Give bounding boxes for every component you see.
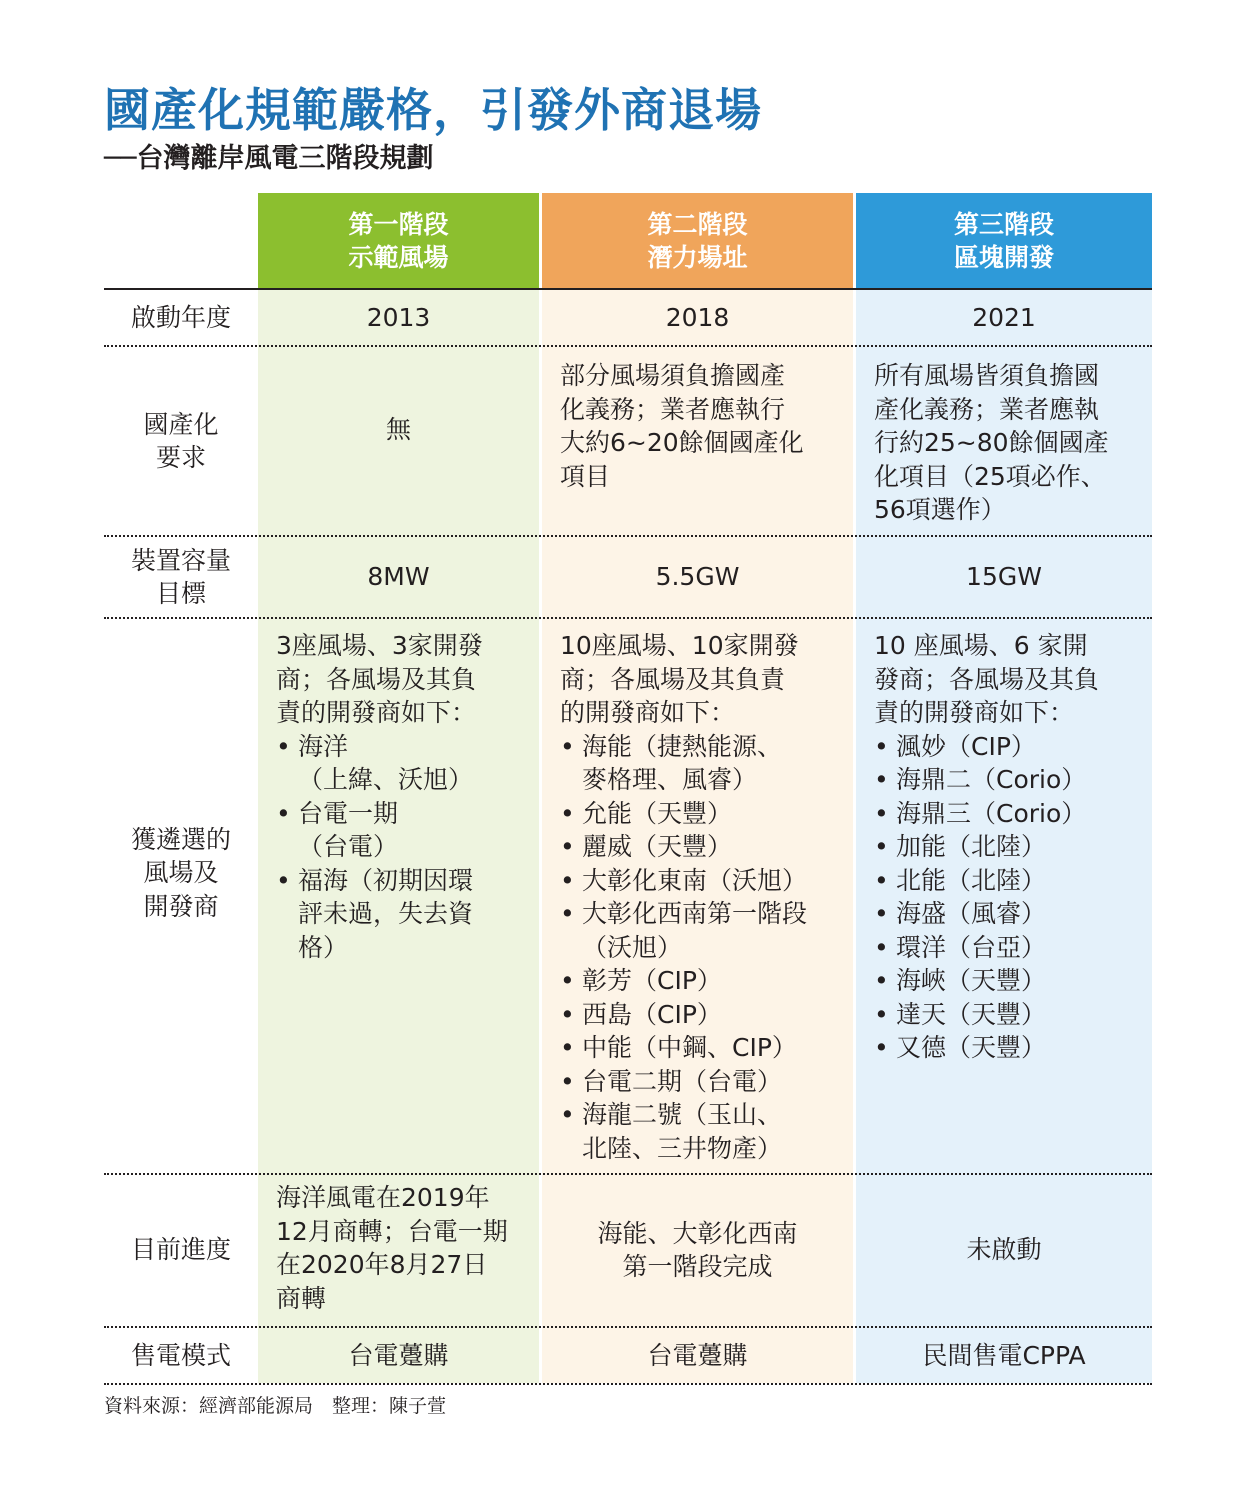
- developer-list-item: • 允能（天豐）: [560, 797, 853, 831]
- sales-phase1: 台電躉購: [348, 1340, 449, 1370]
- progress-phase3: 未啟動: [966, 1235, 1042, 1265]
- developer-list-item: • 海能（捷熱能源、 麥格理、風睿）: [560, 730, 853, 797]
- developer-list-item: • 西島（CIP）: [560, 998, 853, 1032]
- developer-list-item: • 中能（中鋼、CIP）: [560, 1031, 853, 1065]
- developer-list-item: • 渢妙（CIP）: [874, 730, 1152, 764]
- selected-phase2-list: [560, 730, 853, 1166]
- row-label-localization: 國產化 要求: [143, 409, 219, 472]
- developer-list-item: • 福海（初期因環 評未過，失去資 格）: [276, 864, 539, 965]
- row-divider: [104, 617, 1152, 619]
- localization-phase3: 所有風場皆須負擔國 產化義務；業者應執 行約25~80餘個國產 化項目（25項必作、 56項選作）: [874, 361, 1109, 524]
- row-divider: [104, 1383, 1152, 1385]
- developer-list-item: • 海鼎二（Corio）: [874, 763, 1152, 797]
- selected-phase1: 3座風場、3家開發 商；各風場及其負 責的開發商如下： • 海洋 （上緯、沃旭） • 台電一期 （台電） • 福海（初期因環 評未過，失去資 格）: [258, 629, 539, 964]
- selected-phase1-list: [276, 730, 539, 965]
- developer-list-item: • 海盛（風睿）: [874, 897, 1152, 931]
- header-phase2: 第二階段 潛力場址: [542, 193, 853, 289]
- capacity-phase2: 5.5GW: [655, 562, 740, 592]
- row-label-sales: 售電模式: [130, 1340, 231, 1370]
- row-label-capacity: 裝置容量 目標: [130, 545, 231, 608]
- capacity-phase1: 8MW: [367, 562, 430, 592]
- developer-list-item: • 達天（天豐）: [874, 998, 1152, 1032]
- selected-phase3: 10 座風場、6 家開 發商；各風場及其負 責的開發商如下： • 渢妙（CIP） • 海鼎二（Corio） • 海鼎三（Corio） • 加能（北陸） • 北能（北陸） • 海盛（風睿） • 環洋（台亞） • 海峽（天豐） • 達天（天豐） • 又德（天豐）: [856, 629, 1152, 1065]
- developer-list-item: • 海峽（天豐）: [874, 964, 1152, 998]
- developer-list-item: • 彰芳（CIP）: [560, 964, 853, 998]
- row-label-start-year: 啟動年度: [130, 302, 231, 332]
- start-year-phase1: 2013: [366, 302, 431, 332]
- start-year-phase3: 2021: [972, 302, 1036, 332]
- developer-list-item: • 台電二期（台電）: [560, 1065, 853, 1099]
- developer-list-item: • 大彰化東南（沃旭）: [560, 864, 853, 898]
- developer-list-item: • 海龍二號（玉山、 北陸、三井物產）: [560, 1098, 853, 1165]
- developer-list-item: • 大彰化西南第一階段 （沃旭）: [560, 897, 853, 964]
- row-label-progress: 目前進度: [130, 1235, 231, 1265]
- localization-phase1: 無: [385, 414, 411, 444]
- row-label-selected: 獲遴選的 風場及 開發商: [130, 824, 231, 921]
- sales-phase2: 台電躉購: [647, 1340, 748, 1370]
- progress-phase1: 海洋風電在2019年 12月商轉；台電一期 在2020年8月27日 商轉: [276, 1183, 508, 1313]
- developer-list-item: • 環洋（台亞）: [874, 931, 1152, 965]
- developer-list-item: • 加能（北陸）: [874, 830, 1152, 864]
- developer-list-item: • 海洋 （上緯、沃旭）: [276, 730, 539, 797]
- developer-list-item: • 海鼎三（Corio）: [874, 797, 1152, 831]
- page-subtitle: ──台灣離岸風電三階段規劃: [104, 143, 434, 174]
- developer-list-item: • 麗威（天豐）: [560, 830, 853, 864]
- selected-phase3-list: [874, 730, 1152, 1065]
- progress-phase2: 海能、大彰化西南 第一階段完成: [597, 1218, 798, 1281]
- header-phase3: 第三階段 區塊開發: [856, 193, 1152, 289]
- start-year-phase2: 2018: [665, 302, 730, 332]
- selected-phase2: 10座風場、10家開發 商；各風場及其負責 的開發商如下： • 海能（捷熱能源、 麥格理、風睿） • 允能（天豐） • 麗威（天豐） • 大彰化東南（沃旭） • 大彰化西南第一階段 （沃旭） • 彰芳（CIP） • 西島（CIP） • 中能（中鋼、CIP） • 台電二期（台電） • 海龍二號（玉山、 北陸、三井物產）: [542, 629, 853, 1165]
- sales-phase3: 民間售電CPPA: [922, 1340, 1086, 1370]
- developer-list-item: • 台電一期 （台電）: [276, 797, 539, 864]
- header-phase1: 第一階段 示範風場: [258, 193, 539, 289]
- capacity-phase3: 15GW: [966, 562, 1042, 592]
- localization-phase2: 部分風場須負擔國產 化義務；業者應執行 大約6~20餘個國產化 項目: [560, 361, 804, 491]
- developer-list-item: • 北能（北陸）: [874, 864, 1152, 898]
- page-title: 國產化規範嚴格，引發外商退場: [104, 83, 762, 137]
- developer-list-item: • 又德（天豐）: [874, 1031, 1152, 1065]
- source-note: 資料來源：經濟部能源局 整理：陳子萱: [104, 1395, 447, 1417]
